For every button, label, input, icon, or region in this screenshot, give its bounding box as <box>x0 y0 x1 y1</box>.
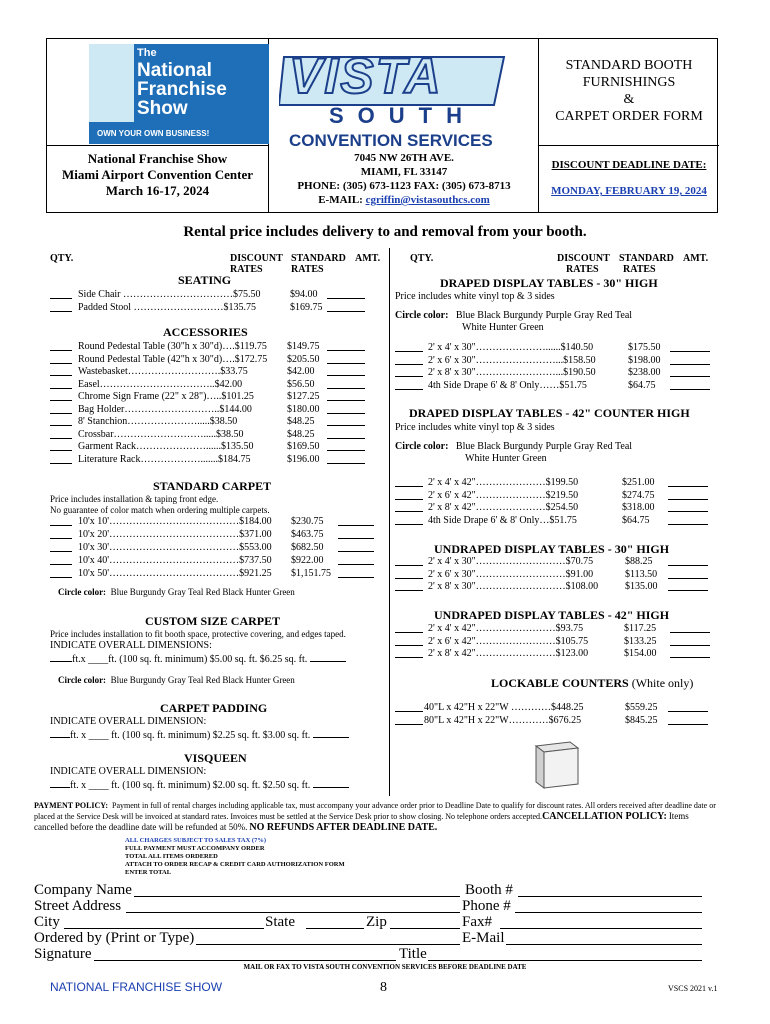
carpet-item: 10'x 20'…………………………………$371.00 <box>78 529 272 540</box>
show-dates: March 16-17, 2024 <box>105 183 210 198</box>
visqueen-width-field[interactable] <box>50 778 70 788</box>
company-name-row <box>34 882 132 899</box>
qty-field[interactable] <box>395 724 423 725</box>
circle-color-label: Circle color: <box>395 441 449 452</box>
address-line: MIAMI, FL 33147 <box>360 166 448 178</box>
undraped42-title: UNDRAPED DISPLAY TABLES - 42" HIGH <box>434 608 670 622</box>
qty-field[interactable] <box>50 525 72 526</box>
amount-field[interactable] <box>668 511 708 512</box>
city-field[interactable] <box>64 928 264 929</box>
footer-show-name: NATIONAL FRANCHISE SHOW <box>50 980 223 994</box>
accessory-standard-rate: $48.25 <box>287 416 315 427</box>
convention-services-logo-word: CONVENTION SERVICES <box>289 131 493 150</box>
visqueen-dim-text: ft. x ____ ft. (100 sq. ft. minimum) $2.00 sq. ft. $2.50 sq. ft. <box>70 780 311 791</box>
ordered-by-label: Ordered by (Print or Type) <box>34 930 195 946</box>
amount-field[interactable] <box>668 590 708 591</box>
lockable-standard-rate: $845.25 <box>625 714 658 726</box>
custom-dim-line[interactable] <box>50 652 346 666</box>
logo-tagline: OWN YOUR OWN BUSINESS! <box>97 129 210 138</box>
qty-field[interactable] <box>50 551 72 552</box>
amount-field[interactable] <box>338 538 374 539</box>
amount-field[interactable] <box>670 364 710 365</box>
accessory-standard-rate: $56.50 <box>287 378 315 390</box>
draped30-item: 2' x 4' x 30"…………………......$140.50 <box>428 342 594 353</box>
amount-field[interactable] <box>668 524 708 525</box>
amount-field[interactable] <box>327 438 365 439</box>
amount-field[interactable] <box>327 450 365 451</box>
lockable-title-text: LOCKABLE COUNTERS <box>491 676 629 690</box>
draped30-standard-rate: $238.00 <box>628 367 661 378</box>
draped30-note: Price includes white vinyl top & 3 sides <box>395 291 555 302</box>
accessory-item: Garment Rack…………………......$135.50 <box>78 441 254 452</box>
accessory-standard-rate: $205.50 <box>287 353 320 365</box>
form-title-line: STANDARD BOOTH <box>565 58 693 73</box>
charges-line: TOTAL ALL ITEMS ORDERED <box>125 853 218 860</box>
amt-header: AMT. <box>355 253 381 264</box>
phone-label: Phone # <box>462 898 511 914</box>
circle-color-label: Circle color: <box>395 310 449 321</box>
draped30-title: DRAPED DISPLAY TABLES - 30" HIGH <box>440 276 658 290</box>
draped42-item: 2' x 6' x 42"…………………$219.50 <box>428 489 579 501</box>
amount-field[interactable] <box>670 351 710 352</box>
charges-line: ENTER TOTAL <box>125 869 172 876</box>
phone-field[interactable] <box>515 912 702 913</box>
footer-version: VSCS 2021 v.1 <box>668 984 718 993</box>
rates-header: RATES <box>291 264 324 275</box>
visqueen-dim-label: INDICATE OVERALL DIMENSION: <box>50 766 207 777</box>
qty-field[interactable] <box>395 486 423 487</box>
amount-field[interactable] <box>338 525 374 526</box>
lockable-title <box>491 676 693 691</box>
qty-field[interactable] <box>395 711 423 712</box>
form-title <box>539 57 719 125</box>
lockable-standard-rate: $559.25 <box>625 702 658 713</box>
show-venue: Miami Airport Convention Center <box>61 167 253 182</box>
qty-field[interactable] <box>50 375 72 376</box>
charges-line: FULL PAYMENT MUST ACCOMPANY ORDER <box>125 845 265 852</box>
accessory-item: Round Pedestal Table (42"h x 30"d)….$172.75 <box>78 353 268 365</box>
email-label: E-MAIL: <box>318 194 363 206</box>
qty-field[interactable] <box>50 450 72 451</box>
seating-title: SEATING <box>178 273 232 287</box>
phone-fax: PHONE: (305) 673-1123 FAX: (305) 673-8713 <box>297 180 511 192</box>
header-box <box>46 38 718 213</box>
company-address <box>269 151 539 207</box>
custom-amount-field[interactable] <box>310 652 346 662</box>
vista-logo-word: VISTA <box>289 48 443 104</box>
qty-field[interactable] <box>395 524 423 525</box>
rates-header: RATES <box>230 264 263 275</box>
carpet-color-options[interactable]: Blue Burgundy Gray Teal Red Black Hunter Green <box>110 587 295 597</box>
policy-block <box>34 800 724 833</box>
qty-field[interactable] <box>395 351 423 352</box>
accessory-item: Bag Holder………………………..$144.00 <box>78 403 252 415</box>
seating-item: Padded Stool ………………………$135.75 <box>78 301 257 313</box>
payment-policy-text: Payment in full of rental charges including applicable tax, must accompany your advance order prior to Deadline Date to qualify for discount rates. All orders received after deadline date or placed at the Service Desk will be invoiced at standard rates. Invoices must be settled at the Service Desk prior to show closing. No telephone orders accepted. <box>34 801 716 821</box>
form-title-line: CARPET ORDER FORM <box>555 109 703 124</box>
circle-color-label: Circle color: <box>58 587 107 597</box>
state-label: State <box>265 914 295 930</box>
booth-field[interactable] <box>518 896 702 897</box>
amount-field[interactable] <box>670 376 710 377</box>
charges-line: ALL CHARGES SUBJECT TO SALES TAX (7%) <box>125 837 266 844</box>
payment-policy-label: PAYMENT POLICY: <box>34 801 109 810</box>
accessory-item: Chrome Sign Frame (22" x 28")…..$101.25 <box>78 391 254 402</box>
rates-header: RATES <box>623 264 656 275</box>
qty-field[interactable] <box>395 376 423 377</box>
amount-field[interactable] <box>338 551 374 552</box>
carpet-note: Price includes installation & taping front edge. <box>50 494 219 504</box>
qty-field[interactable] <box>50 400 72 401</box>
amount-field[interactable] <box>327 298 365 299</box>
logo-text-franchise: Franchise <box>137 79 227 100</box>
undraped42-standard-rate: $154.00 <box>624 648 657 659</box>
amount-field[interactable] <box>327 463 365 464</box>
draped30-item: 4th Side Drape 6' & 8' Only……$51.75 <box>428 379 587 391</box>
undraped30-standard-rate: $113.50 <box>625 568 658 580</box>
draped42-standard-rate: $318.00 <box>622 502 655 513</box>
carpet-standard-rate: $463.75 <box>291 529 324 540</box>
form-title-line: FURNISHINGS <box>582 75 676 90</box>
cancellation-policy-text: Items cancelled before the deadline date will be refunded at 50%. <box>34 811 689 832</box>
padding-dim-text: ft. x ____ ft. (100 sq. ft. minimum) $2.25 sq. ft. $3.00 sq. ft. <box>70 730 311 741</box>
draped30-color-options[interactable]: White Hunter Green <box>462 322 544 333</box>
undraped30-item: 2' x 8' x 30"………………………$108.00 <box>428 581 599 592</box>
email-field[interactable] <box>506 944 702 945</box>
ordered-by-field[interactable] <box>196 944 460 945</box>
vista-south-logo <box>279 47 519 152</box>
undraped30-standard-rate: $135.00 <box>625 581 658 592</box>
custom-color-line <box>58 674 295 687</box>
amount-field[interactable] <box>668 499 708 500</box>
qty-field[interactable] <box>395 565 423 566</box>
undraped30-title: UNDRAPED DISPLAY TABLES - 30" HIGH <box>434 542 670 556</box>
seating-standard-rate: $169.75 <box>290 301 323 313</box>
carpet-standard-rate: $682.50 <box>291 542 324 553</box>
amount-field[interactable] <box>668 486 708 487</box>
logo-text-national: National <box>137 60 212 81</box>
custom-dim-label: INDICATE OVERALL DIMENSIONS: <box>50 640 212 651</box>
email-link[interactable]: cgriffin@vistasouthcs.com <box>365 194 490 206</box>
amount-field[interactable] <box>670 632 710 633</box>
accessory-standard-rate: $169.50 <box>287 441 320 452</box>
amount-field[interactable] <box>327 311 365 312</box>
accessory-standard-rate: $42.00 <box>287 366 315 377</box>
show-name: National Franchise Show <box>87 151 228 166</box>
qty-header: QTY. <box>50 253 74 264</box>
lockable-subtitle: (White only) <box>631 676 694 690</box>
undraped30-standard-rate: $88.25 <box>625 556 653 567</box>
standard-carpet-title: STANDARD CARPET <box>153 479 272 493</box>
south-logo-word: SOUTH <box>329 103 476 128</box>
qty-field[interactable] <box>50 463 72 464</box>
qty-field[interactable] <box>395 632 423 633</box>
carpet-note: No guarantee of color match when ordering multiple carpets. <box>50 505 270 515</box>
rental-note: Rental price includes delivery to and removal from your booth. <box>183 224 587 240</box>
undraped42-standard-rate: $117.25 <box>624 623 657 634</box>
zip-field[interactable] <box>390 928 460 929</box>
qty-field[interactable] <box>50 350 72 351</box>
qty-field[interactable] <box>50 577 72 578</box>
signature-field[interactable] <box>94 960 396 961</box>
draped42-standard-rate: $251.00 <box>622 477 655 488</box>
accessory-item: Wastebasket……………………….$33.75 <box>78 366 248 377</box>
custom-carpet-title: CUSTOM SIZE CARPET <box>145 614 281 628</box>
street-address-field[interactable] <box>126 912 460 913</box>
seating-item: Side Chair ……………………………$75.50 <box>78 289 261 300</box>
title-label: Title <box>399 946 427 962</box>
deadline-label: DISCOUNT DEADLINE DATE: <box>551 159 707 171</box>
circle-color-label: Circle color: <box>58 675 107 685</box>
amount-field[interactable] <box>668 578 708 579</box>
carpet-item: 10'x 10'…………………………………$184.00 <box>78 516 272 527</box>
logo-text-the: The <box>137 47 157 59</box>
draped42-color-options[interactable]: Blue Black Burgundy Purple Gray Red Teal <box>455 441 633 452</box>
amount-field[interactable] <box>327 375 365 376</box>
show-info <box>47 151 268 199</box>
draped42-standard-rate: $64.75 <box>622 514 650 526</box>
draped30-standard-rate: $64.75 <box>628 379 656 391</box>
discount-header: DISCOUNT <box>557 253 610 264</box>
mail-fax-instruction: MAIL OR FAX TO VISTA SOUTH CONVENTION SERVICES BEFORE DEADLINE DATE <box>243 963 527 971</box>
amount-field[interactable] <box>327 363 365 364</box>
header-divider <box>538 145 719 146</box>
amount-field[interactable] <box>670 657 710 658</box>
qty-field[interactable] <box>395 645 423 646</box>
zip-label: Zip <box>366 914 387 930</box>
carpet-color-line <box>58 586 295 599</box>
qty-field[interactable] <box>50 538 72 539</box>
accessory-item: Literature Rack……………….......$184.75 <box>78 453 251 465</box>
charges-summary <box>125 837 345 877</box>
padding-dim-label: INDICATE OVERALL DIMENSION: <box>50 716 207 727</box>
undraped30-item: 2' x 6' x 30"………………………$91.00 <box>428 568 594 580</box>
accessory-standard-rate: $127.25 <box>287 391 320 402</box>
amount-field[interactable] <box>327 350 365 351</box>
state-field[interactable] <box>306 928 364 929</box>
accessory-standard-rate: $149.75 <box>287 341 320 352</box>
discount-header: DISCOUNT <box>230 253 283 264</box>
company-name-label: Company Name <box>34 882 132 898</box>
qty-field[interactable] <box>395 657 423 658</box>
logo-text-show: Show <box>137 98 188 119</box>
lockable-item: 40"L x 42"H x 22"W …………$448.25 <box>424 702 584 713</box>
undraped42-item: 2' x 6' x 42"……………………$105.75 <box>428 635 589 647</box>
fax-label: Fax# <box>462 914 492 930</box>
padding-dim-line[interactable] <box>50 728 349 742</box>
draped30-item: 2' x 6' x 30"……………………...$158.50 <box>428 354 596 366</box>
lockable-counter-image <box>530 738 582 790</box>
qty-field[interactable] <box>50 298 72 299</box>
padding-width-field[interactable] <box>50 728 70 738</box>
accessory-item: Round Pedestal Table (30"h x 30"d)….$119.75 <box>78 341 267 352</box>
draped30-color-options[interactable]: Blue Black Burgundy Purple Gray Red Teal <box>455 310 633 321</box>
qty-header: QTY. <box>410 253 434 264</box>
qty-field[interactable] <box>50 413 72 414</box>
carpet-standard-rate: $922.00 <box>291 555 324 566</box>
qty-field[interactable] <box>395 499 423 500</box>
page-number: 8 <box>380 980 387 995</box>
custom-color-options[interactable]: Blue Burgundy Gray Teal Red Black Hunter Green <box>110 675 295 685</box>
undraped42-standard-rate: $133.25 <box>624 635 657 647</box>
carpet-item: 10'x 30'…………………………………$553.00 <box>78 542 272 553</box>
standard-header: STANDARD <box>619 253 674 264</box>
draped30-standard-rate: $198.00 <box>628 354 661 366</box>
draped42-standard-rate: $274.75 <box>622 489 655 501</box>
amount-field[interactable] <box>670 645 710 646</box>
qty-field[interactable] <box>50 388 72 389</box>
accessories-title: ACCESSORIES <box>163 325 248 339</box>
carpet-standard-rate: $1,151.75 <box>291 568 331 579</box>
accessory-standard-rate: $180.00 <box>287 403 320 415</box>
undraped42-item: 2' x 4' x 42"……………………$93.75 <box>428 623 584 634</box>
qty-field[interactable] <box>50 564 72 565</box>
amount-field[interactable] <box>327 400 365 401</box>
padding-amount-field[interactable] <box>313 728 349 738</box>
amount-field[interactable] <box>338 564 374 565</box>
custom-width-field[interactable] <box>50 652 72 662</box>
deadline-date: MONDAY, FEBRUARY 19, 2024 <box>551 185 707 197</box>
qty-field[interactable] <box>395 364 423 365</box>
amount-field[interactable] <box>668 711 708 712</box>
draped42-item: 2' x 8' x 42"…………………$254.50 <box>428 502 579 513</box>
carpet-padding-title: CARPET PADDING <box>160 701 268 715</box>
carpet-item: 10'x 40'…………………………………$737.50 <box>78 555 272 566</box>
custom-dim-text: ft.x ____ft. (100 sq. ft. minimum) $5.00 sq. ft. $6.25 sq. ft. <box>72 654 308 665</box>
street-address-label: Street Address <box>34 898 122 914</box>
address-line: 7045 NW 26TH AVE. <box>354 152 454 164</box>
amount-field[interactable] <box>668 565 708 566</box>
charges-line: ATTACH TO ORDER RECAP & CREDIT CARD AUTHORIZATION FORM <box>125 861 345 868</box>
form-title-line: & <box>623 92 635 107</box>
seating-standard-rate: $94.00 <box>290 289 318 300</box>
booth-label: Booth # <box>465 882 513 898</box>
draped42-note: Price includes white vinyl top & 3 sides <box>395 422 555 433</box>
qty-field[interactable] <box>395 389 423 390</box>
accessory-standard-rate: $196.00 <box>287 453 320 465</box>
no-refunds-text: NO REFUNDS AFTER DEADLINE DATE. <box>249 822 438 833</box>
rates-header: RATES <box>566 264 599 275</box>
qty-field[interactable] <box>50 311 72 312</box>
custom-carpet-note: Price includes installation to fit booth space, protective covering, and edges taped. <box>50 629 346 639</box>
draped30-item: 2' x 8' x 30"……………………...$190.50 <box>428 367 596 378</box>
standard-header: STANDARD <box>291 253 346 264</box>
amount-field[interactable] <box>338 577 374 578</box>
draped42-item: 2' x 4' x 42"…………………$199.50 <box>428 477 579 488</box>
column-divider <box>389 248 390 796</box>
draped42-item: 4th Side Drape 6' & 8' Only…$51.75 <box>428 514 577 526</box>
visqueen-amount-field[interactable] <box>313 778 349 788</box>
email-label: E-Mail <box>462 930 505 946</box>
signature-label: Signature <box>34 946 92 962</box>
email-line <box>269 193 539 207</box>
visqueen-title: VISQUEEN <box>184 751 247 765</box>
title-field[interactable] <box>428 960 702 961</box>
accessory-item: Crossbar……………………….....$38.50 <box>78 428 244 440</box>
qty-field[interactable] <box>395 578 423 579</box>
visqueen-dim-line[interactable] <box>50 778 349 792</box>
qty-field[interactable] <box>50 425 72 426</box>
fax-field[interactable] <box>500 928 702 929</box>
lockable-item: 80"L x 42"H x 22"W…………$676.25 <box>424 714 582 726</box>
cancellation-policy-label: CANCELLATION POLICY: <box>542 811 667 822</box>
header-divider <box>47 145 268 146</box>
qty-field[interactable] <box>395 590 423 591</box>
qty-field[interactable] <box>50 438 72 439</box>
logo-text <box>89 44 269 144</box>
city-label: City <box>34 914 60 930</box>
amount-field[interactable] <box>327 425 365 426</box>
undraped42-item: 2' x 8' x 42"……………………$123.00 <box>428 648 589 659</box>
amount-field[interactable] <box>327 388 365 389</box>
carpet-standard-rate: $230.75 <box>291 516 324 527</box>
draped42-title: DRAPED DISPLAY TABLES - 42" COUNTER HIGH <box>409 406 690 420</box>
accessory-item: 8' Stanchion………………….....$38.50 <box>78 416 238 427</box>
company-name-field[interactable] <box>134 896 460 897</box>
amount-field[interactable] <box>670 389 710 390</box>
accessory-item: Easel……………………………..$42.00 <box>78 378 243 390</box>
draped42-color-options[interactable]: White Hunter Green <box>465 453 547 464</box>
undraped30-item: 2' x 4' x 30"………………………$70.75 <box>428 556 594 567</box>
draped30-standard-rate: $175.50 <box>628 342 661 353</box>
qty-field[interactable] <box>50 363 72 364</box>
amount-field[interactable] <box>668 724 708 725</box>
carpet-item: 10'x 50'…………………………………$921.25 <box>78 568 272 579</box>
amt-header: AMT. <box>683 253 709 264</box>
amount-field[interactable] <box>327 413 365 414</box>
accessory-standard-rate: $48.25 <box>287 428 315 440</box>
qty-field[interactable] <box>395 511 423 512</box>
